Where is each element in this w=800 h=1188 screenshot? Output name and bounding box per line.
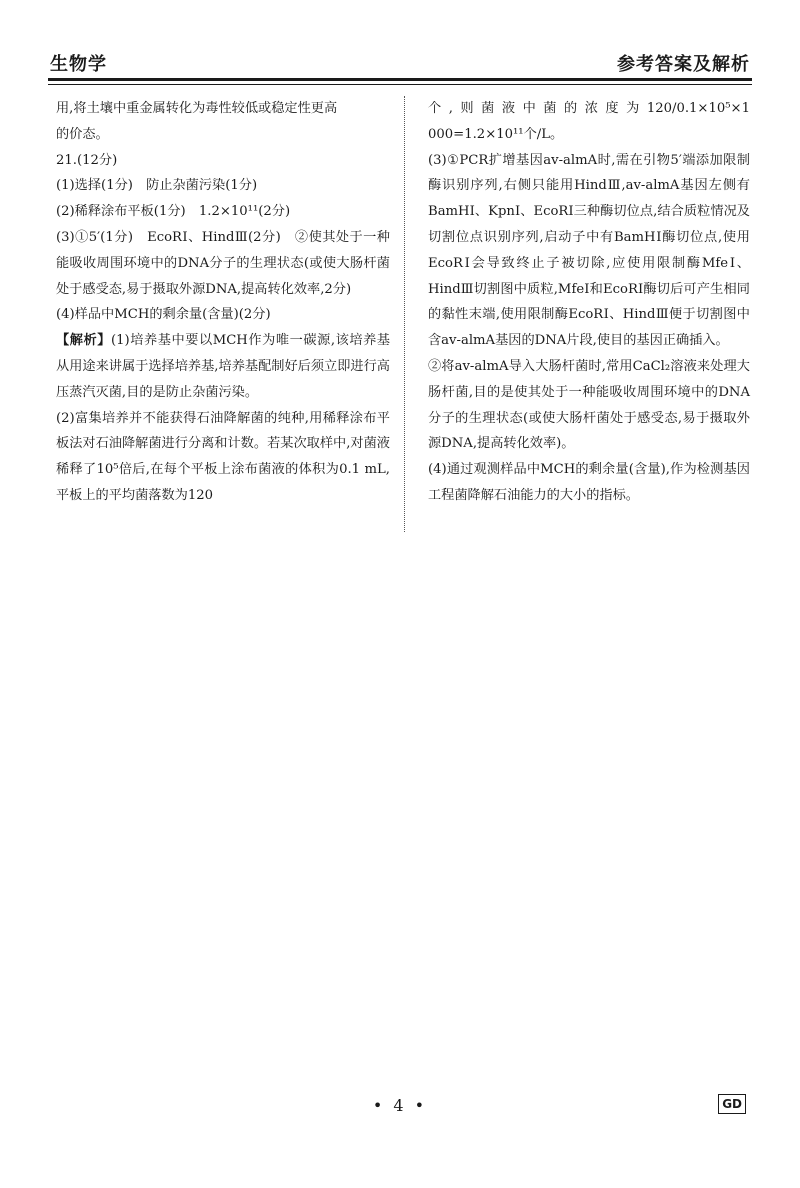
header-rule-thick <box>48 78 752 81</box>
section-title: 参考答案及解析 <box>617 54 750 75</box>
analysis-2-cont: 个,则菌液中菌的浓度为120/0.1×10⁵×1 000=1.2×10¹¹个/L。 <box>428 101 750 142</box>
analysis-3-1: (3)①PCR扩增基因av-almA时,需在引物5′端添加限制酶识别序列,右侧只能用HindⅢ,av-almA基因左侧有BamHⅠ、KpnⅠ、EcoRⅠ三种酶切位点,结合质粒情况及切割位点识别序列,启动子中有BamHⅠ酶切位点,使用EcoRⅠ会导致终止子被切除,应使用限制酶MfeⅠ、HindⅢ切割图中质粒,MfeⅠ和EcoRⅠ酶切后可产生相同的黏性末端,使用限制酶EcoRⅠ、HindⅢ便于切割图中含av-almA基因的DNA片段,使目的基因正确插入。 <box>428 152 750 349</box>
analysis-tag: 【解析】 <box>56 333 111 349</box>
page-header <box>48 44 752 80</box>
answer-3: (3)①5′(1分) EcoRⅠ、HindⅢ(2分) ②使其处于一种能吸收周围环境中的DNA分子的生理状态(或使大肠杆菌处于感受态,易于摄取外源DNA,提高转化效率,2分) <box>56 229 390 297</box>
header-rule-thin <box>48 84 752 85</box>
answer-4: (4)样品中MCH的剩余量(含量)(2分) <box>56 307 271 323</box>
right-column <box>428 96 750 509</box>
left-column <box>56 96 390 509</box>
continued-line-1: 用,将土壤中重金属转化为毒性较低或稳定性更高 <box>56 101 338 116</box>
answer-2: (2)稀释涂布平板(1分) 1.2×10¹¹(2分) <box>56 204 291 220</box>
column-separator <box>404 96 405 532</box>
continued-line-2: 的价态。 <box>56 126 109 142</box>
analysis-2: (2)富集培养并不能获得石油降解菌的纯种,用稀释涂布平板法对石油降解菌进行分离和计数。若某次取样中,对菌液稀释了10⁵倍后,在每个平板上涂布菌液的体积为0.1 mL,平板上的平均菌落数为120 <box>56 410 390 503</box>
answer-1: (1)选择(1分) 防止杂菌污染(1分) <box>56 178 258 194</box>
page-number: • 4 • <box>372 1096 428 1115</box>
analysis-1 <box>56 328 390 405</box>
analysis-4: (4)通过观测样品中MCH的剩余量(含量),作为检测基因工程菌降解石油能力的大小的指标。 <box>428 462 750 503</box>
subject-title: 生物学 <box>50 54 107 75</box>
question-number: 21.(12分) <box>56 152 118 168</box>
region-code-box: GD <box>718 1094 746 1114</box>
analysis-3-2: ②将av-almA导入大肠杆菌时,常用CaCl₂溶液来处理大肠杆菌,目的是使其处于一种能吸收周围环境中的DNA分子的生理状态(或使大肠杆菌处于感受态,易于摄取外源DNA,提高转化效率)。 <box>428 358 750 452</box>
analysis-1-text: (1)培养基中要以MCH作为唯一碳源,该培养基从用途来讲属于选择培养基,培养基配制好后须立即进行高压蒸汽灭菌,目的是防止杂菌污染。 <box>56 333 390 400</box>
